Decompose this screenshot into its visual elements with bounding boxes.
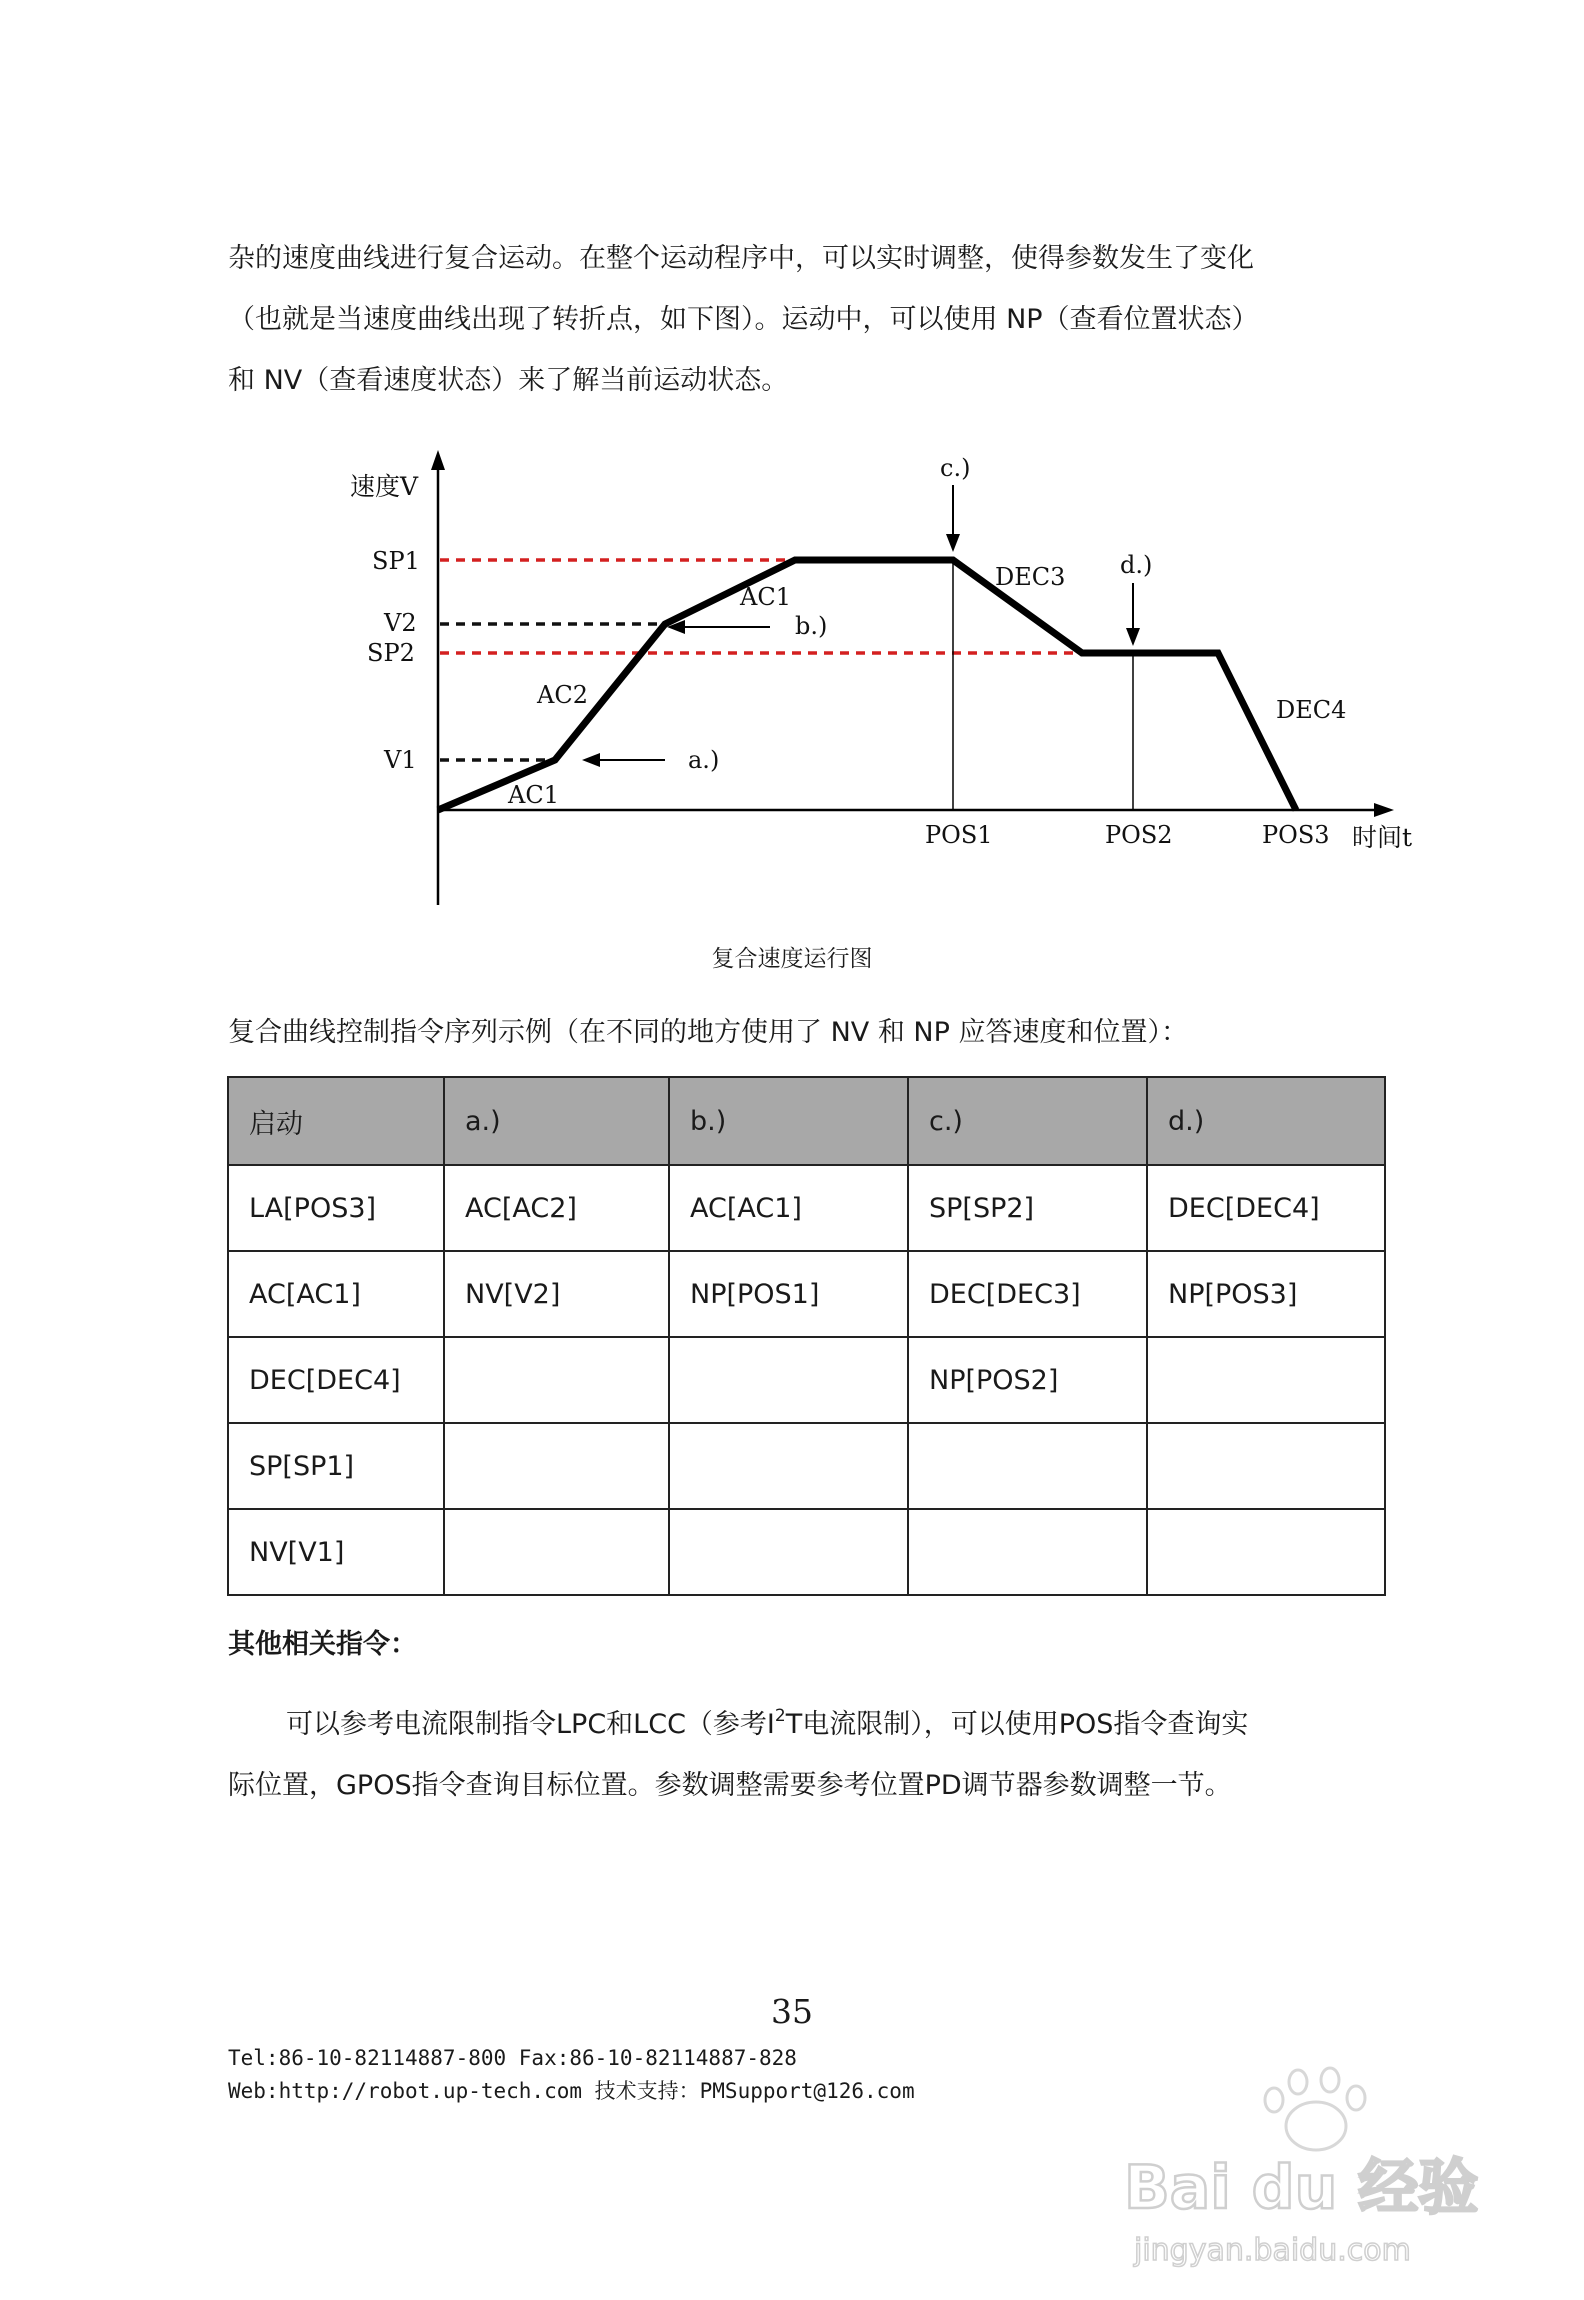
y-axis-label: 速度V [350, 472, 419, 501]
header-start: 启动 [228, 1077, 444, 1165]
table-row [228, 1337, 1385, 1423]
table-cell [1147, 1423, 1385, 1509]
segment-dec4-label: DEC4 [1276, 696, 1347, 724]
other-line-1-start: 可以参考电流限制指令LPC和LCC（参考I [286, 1709, 775, 1740]
x-axis-arrow-icon [1374, 803, 1394, 817]
table-row [228, 1165, 1385, 1251]
segment-ac1b-label: AC1 [740, 583, 791, 611]
table-cell: DEC[DEC4] [228, 1337, 444, 1423]
segment-ac1-label: AC1 [508, 781, 559, 809]
intro-paragraph [228, 228, 1368, 411]
table-cell: NP[POS2] [908, 1337, 1147, 1423]
event-c-arrow-icon [946, 485, 960, 552]
table-row [228, 1509, 1385, 1595]
table-cell [1147, 1509, 1385, 1595]
x-axis-label: 时间t [1352, 823, 1413, 852]
table-cell: LA[POS3] [228, 1165, 444, 1251]
page-footer [228, 2042, 915, 2108]
table-cell: DEC[DEC4] [1147, 1165, 1385, 1251]
header-c: c.) [908, 1077, 1147, 1165]
table-cell [444, 1509, 669, 1595]
pos3-label: POS3 [1262, 821, 1330, 849]
other-commands-heading: 其他相关指令： [228, 1629, 417, 1660]
segment-ac2-label: AC2 [537, 681, 588, 709]
event-c-label: c.) [940, 454, 971, 482]
table-cell [444, 1423, 669, 1509]
table-cell [669, 1337, 908, 1423]
event-b-label: b.) [795, 612, 828, 640]
intro-line-1: 杂的速度曲线进行复合运动。在整个运动程序中，可以实时调整，使得参数发生了变化 [228, 243, 1254, 274]
paw-logo-icon [1265, 2068, 1365, 2150]
v1-label: V1 [384, 746, 417, 774]
sp1-label: SP1 [372, 547, 420, 575]
command-sequence-table [227, 1076, 1386, 1596]
baidu-jingyan-watermark [1120, 2060, 1500, 2280]
table-cell: NP[POS1] [669, 1251, 908, 1337]
superscript-two: 2 [774, 1706, 786, 1726]
table-cell: AC[AC1] [669, 1165, 908, 1251]
watermark-brand-text: Bai du 经验 [1124, 2153, 1479, 2223]
velocity-profile-figure [0, 440, 1584, 920]
table-row [228, 1423, 1385, 1509]
other-line-2: 际位置，GPOS指令查询目标位置。参数调整需要参考位置PD调节器参数调整一节。 [228, 1770, 1232, 1801]
intro-line-2: （也就是当速度曲线出现了转折点，如下图）。运动中，可以使用 NP（查看位置状态） [228, 304, 1259, 335]
other-line-1 [228, 1694, 1368, 1755]
event-a-arrow-icon [582, 753, 665, 767]
table-cell: NV[V1] [228, 1509, 444, 1595]
other-commands-paragraph [228, 1694, 1368, 1816]
table-cell: AC[AC2] [444, 1165, 669, 1251]
table-cell [1147, 1337, 1385, 1423]
page-number: 35 [771, 1992, 813, 2031]
table-cell: SP[SP2] [908, 1165, 1147, 1251]
table-cell [669, 1509, 908, 1595]
table-cell: NP[POS3] [1147, 1251, 1385, 1337]
header-b: b.) [669, 1077, 908, 1165]
pos2-label: POS2 [1105, 821, 1173, 849]
watermark-url-text: jingyan.baidu.com [1134, 2233, 1411, 2268]
event-d-arrow-icon [1126, 583, 1140, 646]
table-cell: DEC[DEC3] [908, 1251, 1147, 1337]
footer-web-line: Web:http://robot.up-tech.com 技术支持：PMSupport@126.com [228, 2079, 915, 2103]
segment-dec3-label: DEC3 [995, 563, 1066, 591]
footer-contact-line: Tel:86-10-82114887-800 Fax:86-10-82114887-828 [228, 2046, 797, 2070]
y-axis-arrow-icon [431, 450, 445, 470]
other-line-1-end: T电流限制），可以使用POS指令查询实 [785, 1709, 1249, 1740]
table-row [228, 1251, 1385, 1337]
event-b-arrow-icon [667, 620, 770, 634]
figure-caption: 复合速度运行图 [711, 946, 873, 972]
table-cell [908, 1509, 1147, 1595]
header-d: d.) [1147, 1077, 1385, 1165]
table-cell [908, 1423, 1147, 1509]
table-cell [444, 1337, 669, 1423]
table-header-row [228, 1077, 1385, 1165]
table-cell: AC[AC1] [228, 1251, 444, 1337]
table-cell [669, 1423, 908, 1509]
table-cell: NV[V2] [444, 1251, 669, 1337]
table-intro-line: 复合曲线控制指令序列示例（在不同的地方使用了 NV 和 NP 应答速度和位置）： [228, 1017, 1188, 1048]
intro-line-3: 和 NV（查看速度状态）来了解当前运动状态。 [228, 365, 789, 396]
pos1-label: POS1 [925, 821, 993, 849]
event-a-label: a.) [688, 746, 720, 774]
sp2-label: SP2 [367, 639, 415, 667]
table-intro-paragraph [228, 1002, 1368, 1063]
event-d-label: d.) [1120, 551, 1153, 579]
table-cell: SP[SP1] [228, 1423, 444, 1509]
header-a: a.) [444, 1077, 669, 1165]
v2-label: V2 [384, 609, 417, 637]
